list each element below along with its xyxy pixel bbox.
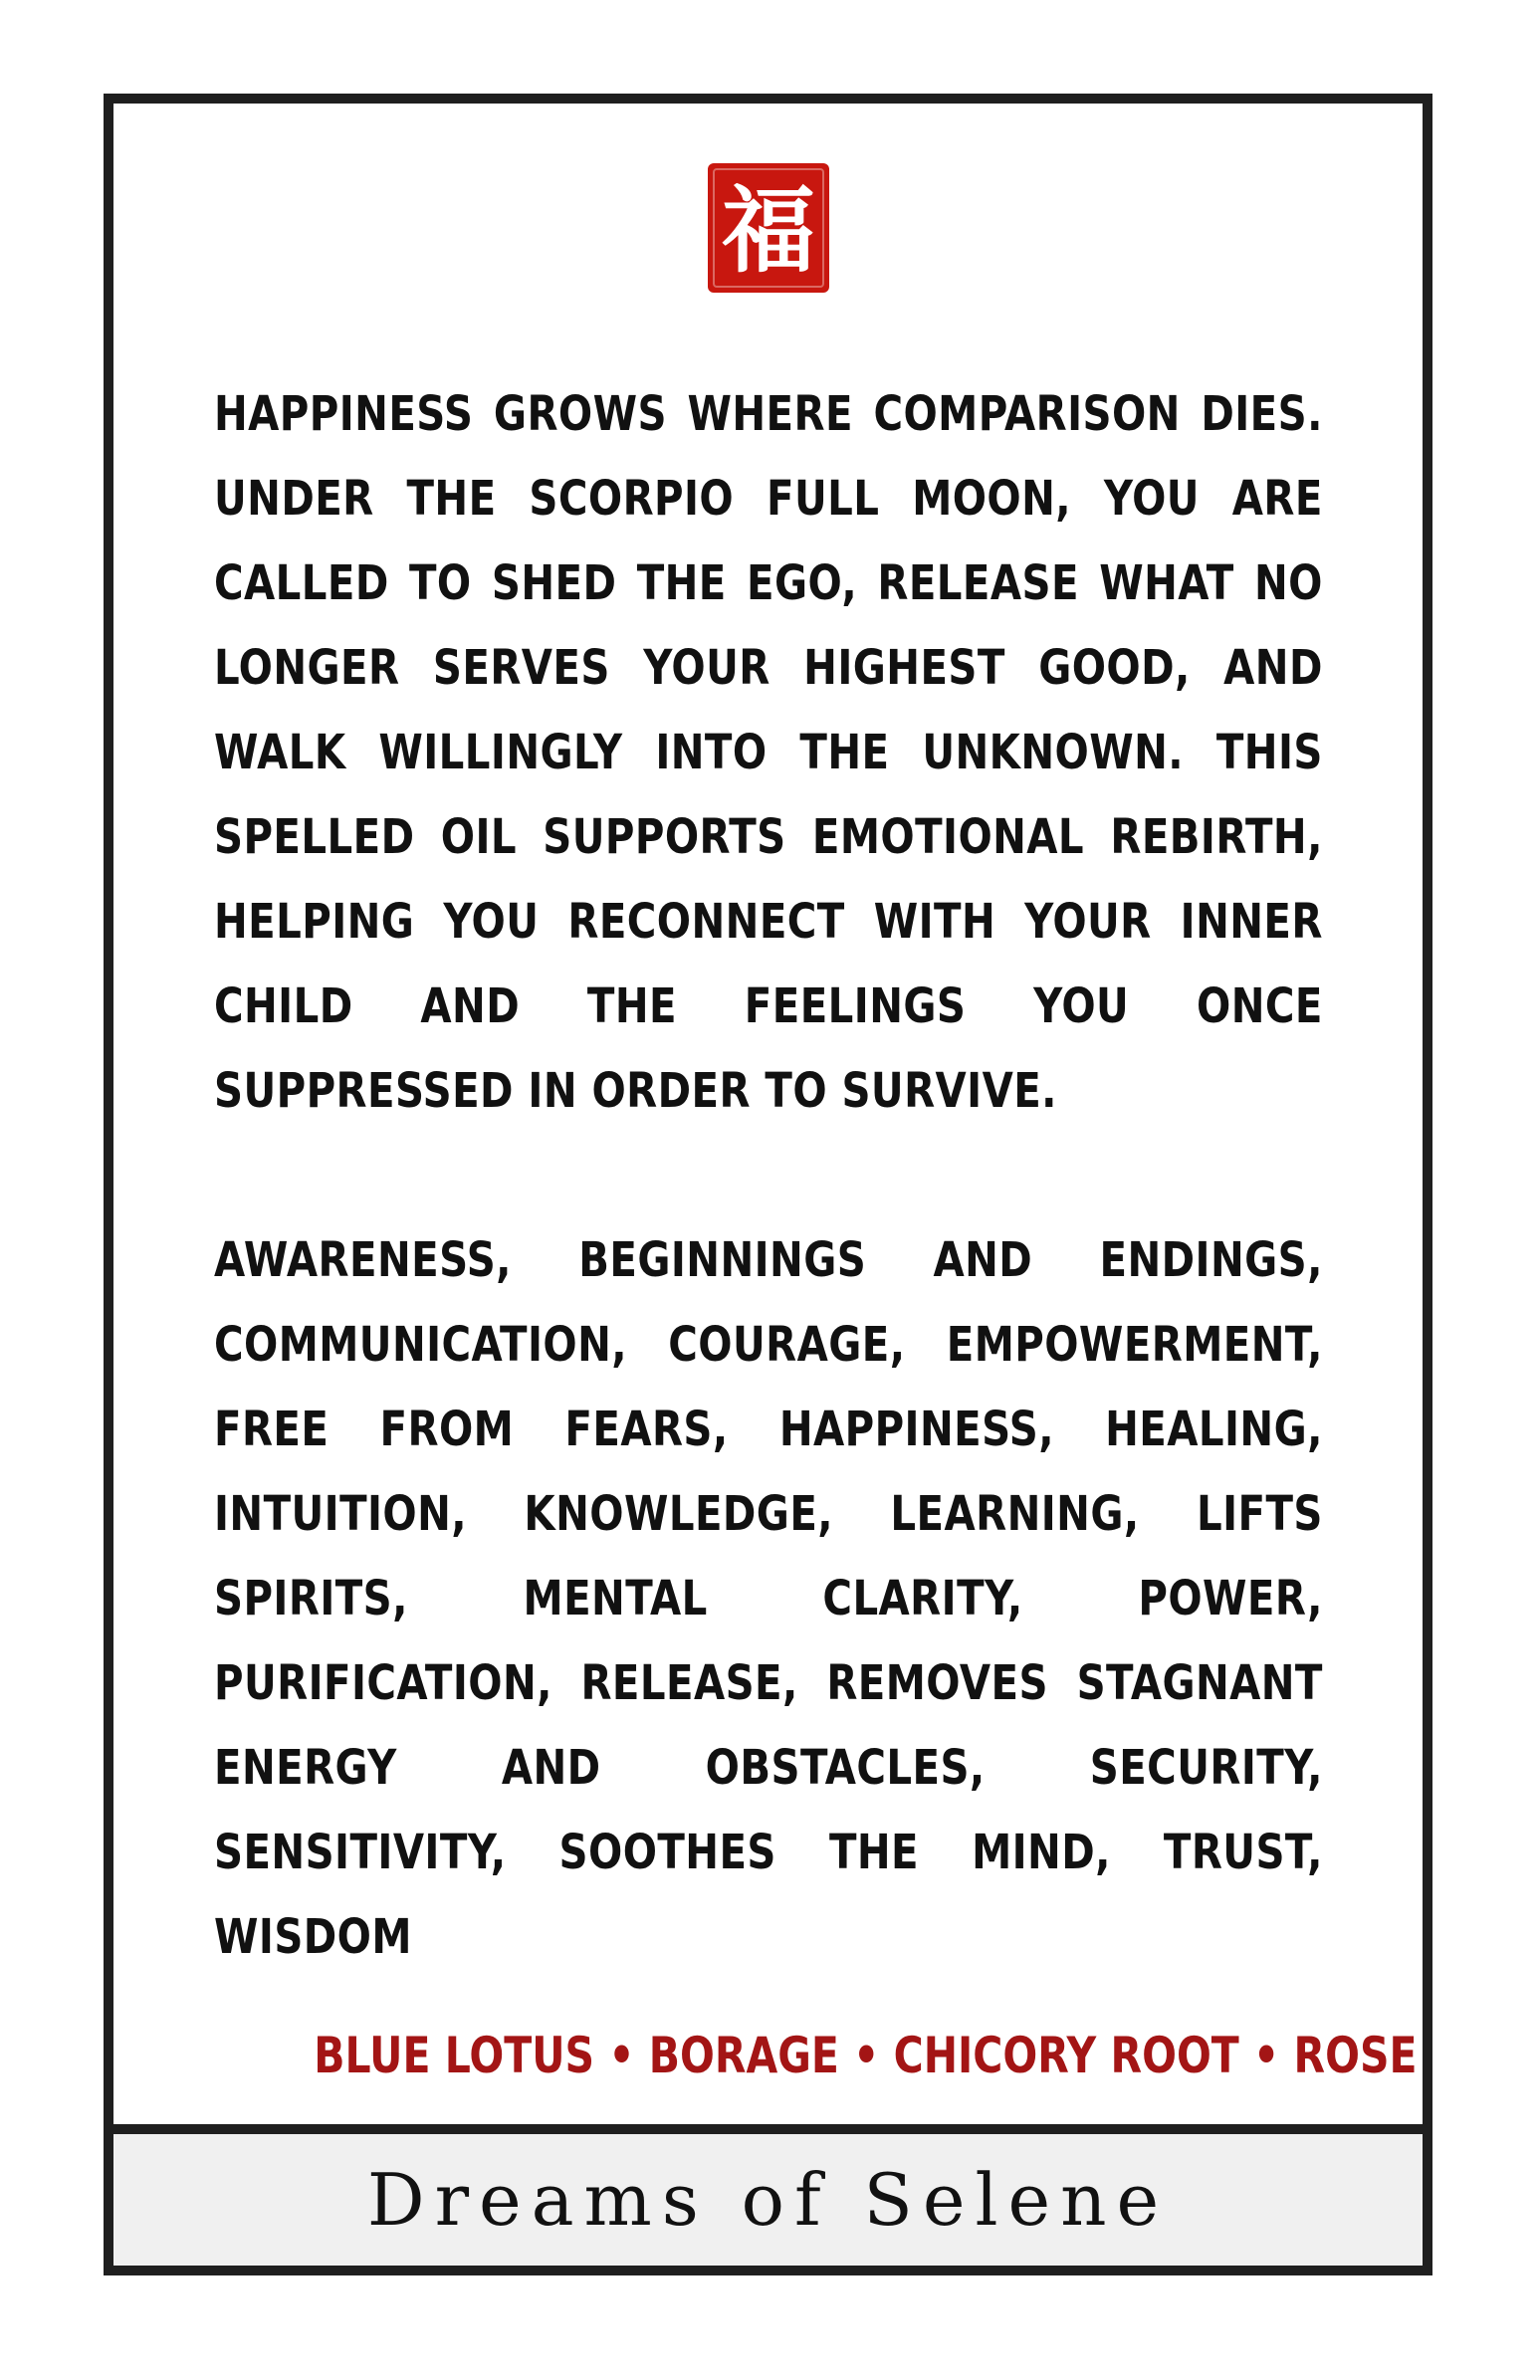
footer-banner [113,2124,1423,2266]
seal-icon [704,159,833,297]
ingredients-line: BLUE LOTUS • BORAGE • CHICORY ROOT • ROSE [314,2027,1418,2084]
description-paragraph: HAPPINESS GROWS WHERE COMPARISON DIES. UNDER THE SCORPIO FULL MOON, YOU ARE CALLED TO SHED THE EGO, RELEASE WHAT NO LONGER SERVES YOUR HIGHEST GOOD, AND WALK WILLINGLY INTO THE UNKNOWN. THIS SPELLED OIL SUPPORTS EMOTIONAL REBIRTH, HELPING YOU RECONNECT WITH YOUR INNER CHILD AND THE FEELINGS YOU ONCE SUPPRESSED IN ORDER TO SURVIVE. [214,386,1323,1119]
text-body [214,372,1323,1980]
label-card [104,94,1432,2275]
fu-seal-stamp [704,159,833,297]
seal-glyph: 福 [721,177,816,286]
paragraph-spacer [214,1134,1323,1218]
properties-list: AWARENESS, BEGINNINGS AND ENDINGS, COMMUNICATION, COURAGE, EMPOWERMENT, FREE FROM FEARS, HAPPINESS, HEALING, INTUITION, KNOWLEDGE, LEARNING, LIFTS SPIRITS, MENTAL CLARITY, POWER, PURIFICATION, RELEASE, REMOVES STAGNANT ENERGY AND OBSTACLES, SECURITY, SENSITIVITY, SOOTHES THE MIND, TRUST, WISDOM [214,1232,1323,1965]
brand-wordmark: Dreams of Selene [366,2158,1170,2242]
